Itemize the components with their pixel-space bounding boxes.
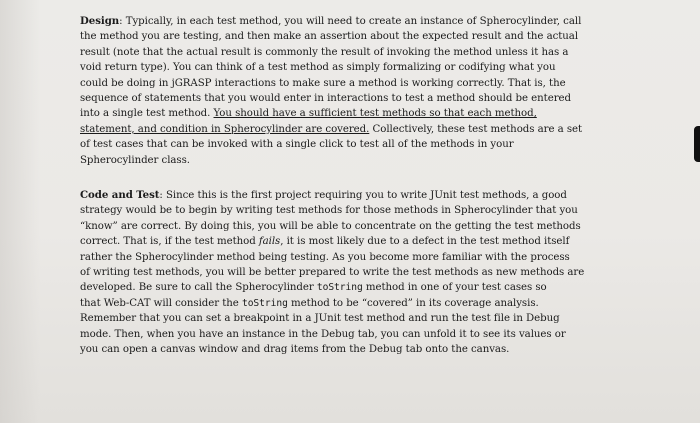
design-heading: Design	[80, 15, 120, 27]
code-and-test-paragraph	[80, 188, 608, 357]
design-line-6: sequence of statements that you would enter in interactions to test a method should be entered	[80, 93, 571, 105]
code-line-3: “know” are correct. By doing this, you will be able to concentrate on the getting the test methods	[80, 220, 581, 232]
design-line-2: the method you are testing, and then make an assertion about the expected result and the actual	[80, 31, 579, 43]
design-line-1: Design: Typically, in each test method, you will need to create an instance of Spherocylinder, call	[80, 15, 582, 27]
design-line-7: into a single test method. You should have a sufficient test methods so that each method,	[80, 108, 537, 120]
code-line-10: mode. Then, when you have an instance in the Debug tab, you can unfold it to see its values or	[80, 328, 566, 340]
code-line-4: correct. That is, if the test method fails, it is most likely due to a defect in the test method itself	[80, 236, 570, 248]
code-line-9: Remember that you can set a breakpoint in a JUnit test method and run the test file in Debug	[80, 313, 560, 325]
code-line-7: developed. Be sure to call the Spherocylinder toString method in one of your test cases so	[80, 282, 547, 294]
code-line-2: strategy would be to begin by writing test methods for those methods in Spherocylinder that you	[80, 205, 578, 217]
code-line-5: rather the Spherocylinder method being testing. As you become more familiar with the process	[80, 251, 570, 263]
underlined-requirement: You should have a sufficient test methods so that each method,	[213, 108, 537, 120]
design-line-4: void return type). You can think of a test method as simply formalizing or codifying what you	[80, 62, 556, 74]
design-line-5: could be doing in jGRASP interactions to make sure a method is working correctly. That is, the	[80, 77, 566, 89]
screen-edge-tab	[694, 126, 700, 162]
design-line-8: statement, and condition in Spherocylinder are covered. Collectively, these test methods are a set	[80, 123, 583, 135]
code-line-11: you can open a canvas window and drag items from the Debug tab onto the canvas.	[80, 344, 510, 356]
code-tostring-2: toString	[241, 297, 288, 309]
code-and-test-heading: Code and Test	[80, 189, 160, 201]
code-line-6: of writing test methods, you will be better prepared to write the test methods as new methods are	[80, 267, 585, 279]
italic-fails: fails	[258, 236, 281, 248]
code-line-1: Code and Test: Since this is the first project requiring you to write JUnit test methods, a good	[80, 189, 567, 201]
page-shadow	[0, 0, 40, 423]
underlined-requirement-cont: statement, and condition in Spherocylinder are covered.	[80, 123, 370, 135]
design-line-3: result (note that the actual result is commonly the result of invoking the method unless it has a	[80, 46, 569, 58]
code-line-8: that Web-CAT will consider the toString method to be “covered” in its coverage analysis.	[80, 297, 539, 309]
design-line-9: of test cases that can be invoked with a single click to test all of the methods in your	[80, 139, 514, 151]
design-line-10: Spherocylinder class.	[80, 154, 190, 166]
code-tostring: toString	[316, 282, 363, 294]
design-paragraph	[80, 14, 608, 168]
